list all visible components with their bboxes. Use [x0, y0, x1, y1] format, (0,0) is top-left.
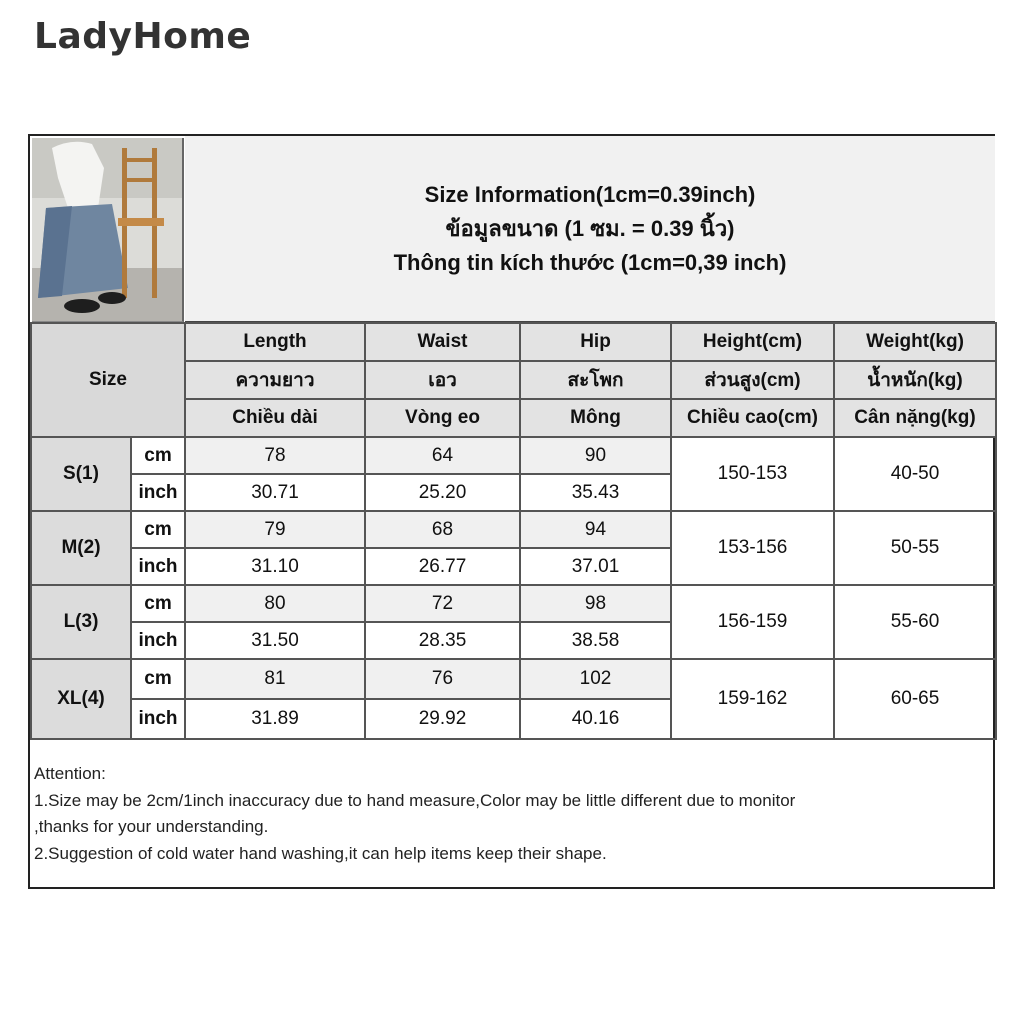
- col-waist-en: Waist: [365, 323, 520, 361]
- weight-range: 60-65: [834, 659, 996, 739]
- product-photo: [32, 138, 184, 322]
- hip-inch: 35.43: [520, 474, 671, 511]
- hip-inch: 37.01: [520, 548, 671, 585]
- table-row: [31, 659, 996, 699]
- header-line-vietnamese: Thông tin kích thước (1cm=0,39 inch): [393, 249, 787, 275]
- unit-label: inch: [131, 474, 185, 511]
- col-length-vi: Chiều dài: [185, 399, 365, 437]
- col-hip-en: Hip: [520, 323, 671, 361]
- size-column-label: Size: [31, 323, 185, 437]
- waist-cm: 68: [365, 511, 520, 548]
- header-line-thai: ข้อมูลขนาด (1 ซม. = 0.39 นิ้ว): [445, 215, 735, 241]
- col-height-en: Height(cm): [671, 323, 834, 361]
- notes-title: Attention:: [34, 764, 106, 783]
- hip-cm: 90: [520, 437, 671, 474]
- col-weight-vi: Cân nặng(kg): [834, 399, 996, 437]
- col-hip-th: สะโพก: [520, 361, 671, 399]
- hip-inch: 40.16: [520, 699, 671, 739]
- hip-cm: 98: [520, 585, 671, 622]
- col-height-th: ส่วนสูง(cm): [671, 361, 834, 399]
- waist-inch: 28.35: [365, 622, 520, 659]
- note-line-2: ,thanks for your understanding.: [34, 817, 269, 836]
- waist-cm: 76: [365, 659, 520, 699]
- header-row-english: [31, 323, 996, 361]
- col-length-th: ความยาว: [185, 361, 365, 399]
- hip-cm: 94: [520, 511, 671, 548]
- col-hip-vi: Mông: [520, 399, 671, 437]
- note-line-1: 1.Size may be 2cm/1inch inaccuracy due to hand measure,Color may be little different due to monitor: [34, 790, 796, 810]
- table-row: [31, 585, 996, 622]
- brand-logo-text: LadyHome: [34, 16, 252, 57]
- col-weight-th: น้ำหนัก(kg): [834, 361, 996, 399]
- length-inch: 31.89: [185, 699, 365, 739]
- waist-inch: 25.20: [365, 474, 520, 511]
- height-range: 156-159: [671, 585, 834, 659]
- unit-label: cm: [131, 437, 185, 474]
- weight-range: 40-50: [834, 437, 996, 511]
- unit-label: inch: [131, 622, 185, 659]
- unit-label: inch: [131, 548, 185, 585]
- table-row: [31, 511, 996, 548]
- size-table: [30, 322, 997, 740]
- length-cm: 80: [185, 585, 365, 622]
- length-cm: 81: [185, 659, 365, 699]
- col-length-en: Length: [185, 323, 365, 361]
- waist-cm: 72: [365, 585, 520, 622]
- weight-range: 50-55: [834, 511, 996, 585]
- size-name: XL(4): [31, 659, 131, 739]
- length-inch: 30.71: [185, 474, 365, 511]
- size-name: L(3): [31, 585, 131, 659]
- length-cm: 78: [185, 437, 365, 474]
- table-row: [31, 437, 996, 474]
- length-cm: 79: [185, 511, 365, 548]
- size-name: M(2): [31, 511, 131, 585]
- hip-cm: 102: [520, 659, 671, 699]
- hip-inch: 38.58: [520, 622, 671, 659]
- height-range: 150-153: [671, 437, 834, 511]
- col-weight-en: Weight(kg): [834, 323, 996, 361]
- size-info-header: [185, 136, 995, 323]
- waist-cm: 64: [365, 437, 520, 474]
- col-waist-vi: Vòng eo: [365, 399, 520, 437]
- size-name: S(1): [31, 437, 131, 511]
- height-range: 153-156: [671, 511, 834, 585]
- waist-inch: 26.77: [365, 548, 520, 585]
- waist-inch: 29.92: [365, 699, 520, 739]
- col-waist-th: เอว: [365, 361, 520, 399]
- size-chart: [28, 134, 995, 889]
- length-inch: 31.10: [185, 548, 365, 585]
- weight-range: 55-60: [834, 585, 996, 659]
- unit-label: cm: [131, 511, 185, 548]
- unit-label: inch: [131, 699, 185, 739]
- attention-notes: [34, 761, 984, 867]
- col-height-vi: Chiều cao(cm): [671, 399, 834, 437]
- note-line-3: 2.Suggestion of cold water hand washing,it can help items keep their shape.: [34, 843, 607, 863]
- product-photo-illustration: [32, 138, 182, 321]
- height-range: 159-162: [671, 659, 834, 739]
- unit-label: cm: [131, 659, 185, 699]
- unit-label: cm: [131, 585, 185, 622]
- length-inch: 31.50: [185, 622, 365, 659]
- header-line-english: Size Information(1cm=0.39inch): [424, 181, 756, 207]
